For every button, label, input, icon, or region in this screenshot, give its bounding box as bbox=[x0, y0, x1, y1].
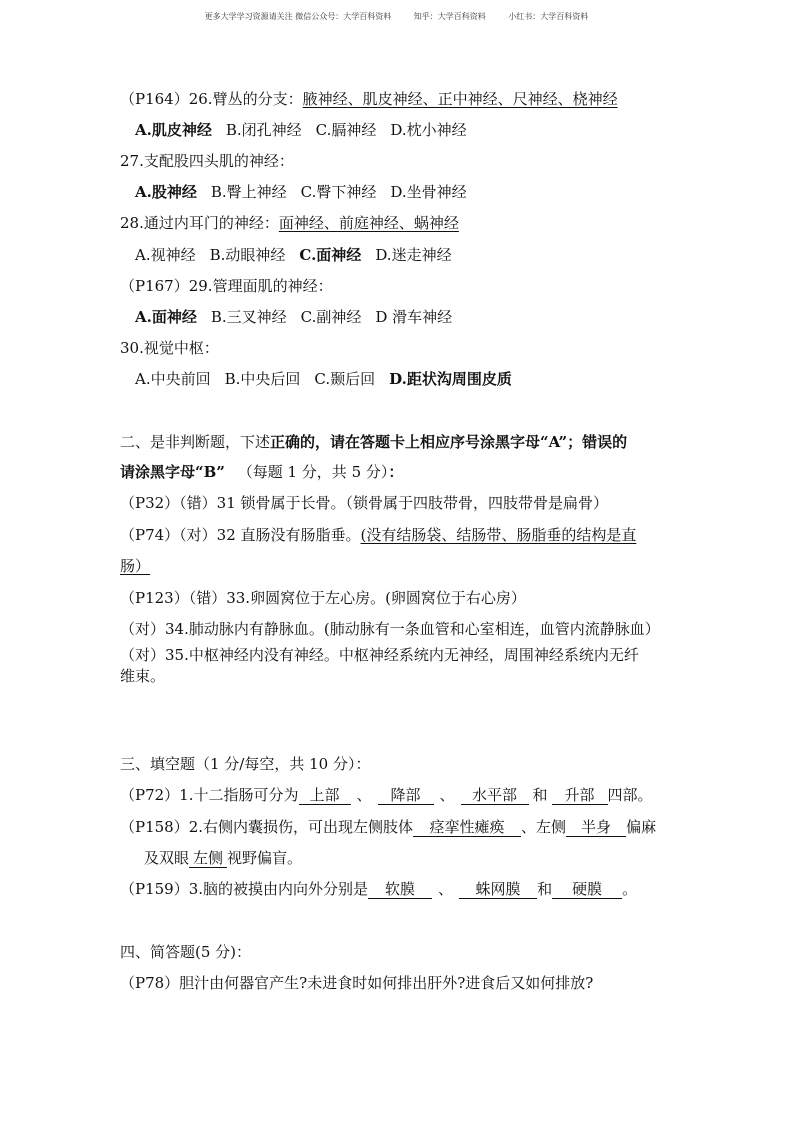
q26-option-a: A.肌皮神经 bbox=[135, 121, 212, 139]
q33-text: （P123）（错）33.卵圆窝位于左心房。(卵圆窝位于右心房） bbox=[120, 589, 526, 607]
section-2-heading-line2 bbox=[120, 463, 403, 481]
fq2-blank-1: 痉挛性瘫痪 bbox=[413, 819, 521, 837]
q35-text: （对）35.中枢神经内没有神经。中枢神经系统内无神经，周围神经系统内无纤 bbox=[120, 646, 639, 664]
q26-option-d: D.枕小神经 bbox=[390, 121, 467, 139]
q28-answer: 面神经、前庭神经、蜗神经 bbox=[278, 214, 459, 232]
q30-options bbox=[135, 370, 526, 388]
section-2-instruction-b: 请涂黑字母“B” bbox=[120, 463, 225, 481]
header-right: 小红书：大学百科资料 bbox=[508, 12, 589, 21]
question-35-cont bbox=[120, 667, 165, 685]
question-33 bbox=[120, 589, 526, 607]
q34-text: （对）34.肺动脉内有静脉血。(肺动脉有一条血管和心室相连，血管内流静脉血） bbox=[120, 620, 660, 638]
q26-option-b: B.闭孔神经 bbox=[225, 121, 302, 139]
q27-options bbox=[135, 183, 481, 201]
section-4-heading bbox=[120, 943, 251, 961]
question-27 bbox=[120, 152, 294, 170]
q27-option-b: B.臀上神经 bbox=[210, 183, 287, 201]
question-30 bbox=[120, 339, 219, 357]
question-34 bbox=[120, 620, 660, 638]
fq1-sep-2: 、 bbox=[439, 786, 455, 804]
q26-answer: 腋神经、肌皮神经、正中神经、尺神经、桡神经 bbox=[302, 90, 618, 108]
question-26 bbox=[120, 90, 618, 108]
q32-note-end: 肠） bbox=[120, 557, 151, 575]
fq1-blank-1: 上部 bbox=[299, 787, 351, 805]
q26-options bbox=[135, 121, 481, 139]
fq3-blank-2: 蛛网膜 bbox=[459, 881, 537, 899]
section-2-instruction: 正确的，请在答题卡上相应序号涂黑字母“A”；错误的 bbox=[270, 433, 628, 451]
fq1-sep-1: 、 bbox=[356, 786, 372, 804]
page-header bbox=[0, 11, 793, 22]
q30-option-d: D.距状沟周围皮质 bbox=[389, 370, 512, 388]
fq1-end: 四部。 bbox=[607, 786, 653, 804]
fq1-blank-3: 水平部 bbox=[461, 787, 529, 805]
section-2-lead: 二、是非判断题，下述 bbox=[120, 433, 271, 451]
q27-option-c: C.臀下神经 bbox=[300, 183, 377, 201]
q31-text: （P32）（错）31 锁骨属于长骨。（锁骨属于四肢带骨，四肢带骨是扁骨） bbox=[120, 494, 609, 512]
fq1-stem: （P72）1.十二指肠可分为 bbox=[120, 786, 299, 804]
fill-question-2 bbox=[120, 818, 656, 837]
q27-stem: 27.支配股四头肌的神经： bbox=[120, 152, 294, 170]
section-2-points: （每题 1 分，共 5 分） bbox=[237, 463, 389, 481]
q28-option-b: B.动眼神经 bbox=[209, 246, 286, 264]
fq3-sep: 、 bbox=[438, 880, 454, 898]
question-31 bbox=[120, 494, 608, 512]
fill-question-1 bbox=[120, 786, 653, 805]
q29-option-b: B.三叉神经 bbox=[210, 308, 287, 326]
sa-q1-text: （P78）胆汁由何器官产生?未进食时如何排出肝外?进食后又如何排放? bbox=[120, 974, 594, 992]
q26-option-c: C.膈神经 bbox=[315, 121, 377, 139]
q30-option-a: A.中央前回 bbox=[135, 370, 211, 388]
q27-option-d: D.坐骨神经 bbox=[390, 183, 467, 201]
q29-option-c: C.副神经 bbox=[300, 308, 362, 326]
q29-option-d: D 滑车神经 bbox=[375, 308, 453, 326]
fq2-mid: 、左侧 bbox=[521, 818, 567, 836]
fq1-blank-4: 升部 bbox=[552, 787, 608, 805]
fill-question-3 bbox=[120, 880, 637, 899]
q29-options bbox=[135, 308, 466, 326]
section-3-title: 三、填空题（1 分/每空，共 10 分）： bbox=[120, 755, 371, 773]
question-35 bbox=[120, 646, 639, 664]
q27-option-a: A.股神经 bbox=[135, 183, 197, 201]
q28-options bbox=[135, 246, 466, 264]
q28-option-d: D.迷走神经 bbox=[375, 246, 452, 264]
header-left: 更多大学学习资源请关注 微信公众号：大学百科资料 bbox=[204, 12, 392, 21]
fq1-and: 和 bbox=[532, 786, 548, 804]
section-2-colon: ： bbox=[388, 463, 404, 481]
fq2-blank-3: 左侧 bbox=[189, 850, 227, 868]
fq3-blank-3: 硬膜 bbox=[552, 881, 622, 899]
q30-stem: 30.视觉中枢： bbox=[120, 339, 219, 357]
fq2-cont-end: 视野偏盲。 bbox=[227, 849, 303, 867]
q29-stem: （P167）29.管理面肌的神经： bbox=[120, 277, 333, 295]
fq3-blank-1: 软膜 bbox=[368, 881, 432, 899]
fill-question-2-cont bbox=[144, 849, 302, 868]
question-32 bbox=[120, 526, 636, 544]
fq3-stem: （P159）3.脑的被摸由内向外分别是 bbox=[120, 880, 369, 898]
section-3-heading bbox=[120, 755, 371, 773]
short-answer-question-1 bbox=[120, 974, 593, 992]
q26-stem: （P164）26.臂丛的分支： bbox=[120, 90, 303, 108]
q29-option-a: A.面神经 bbox=[135, 308, 197, 326]
question-29 bbox=[120, 277, 333, 295]
q28-option-a: A.视神经 bbox=[135, 246, 196, 264]
q30-option-c: C.颞后回 bbox=[314, 370, 376, 388]
question-32-cont bbox=[120, 557, 150, 575]
section-4-title: 四、简答题(5 分)： bbox=[120, 943, 252, 961]
fq3-and: 和 bbox=[537, 880, 553, 898]
fq2-end: 偏麻 bbox=[626, 818, 657, 836]
fq2-blank-2: 半身 bbox=[566, 819, 626, 837]
fq2-stem: （P158）2.右侧内囊损伤，可出现左侧肢体 bbox=[120, 818, 414, 836]
question-28 bbox=[120, 214, 459, 232]
q28-option-c: C.面神经 bbox=[299, 246, 362, 264]
q35-text-end: 维束。 bbox=[120, 667, 166, 685]
fq3-end: 。 bbox=[622, 880, 638, 898]
q32-text: （P74）（对）32 直肠没有肠脂垂。 bbox=[120, 526, 361, 544]
fq1-blank-2: 降部 bbox=[378, 787, 434, 805]
q32-note: (没有结肠袋、结肠带、肠脂垂的结构是直 bbox=[360, 526, 637, 544]
q28-stem: 28.通过内耳门的神经： bbox=[120, 214, 279, 232]
section-2-heading bbox=[120, 433, 627, 451]
header-middle: 知乎：大学百科资料 bbox=[413, 12, 486, 21]
q30-option-b: B.中央后回 bbox=[224, 370, 301, 388]
fq2-cont-pre: 及双眼 bbox=[144, 849, 190, 867]
